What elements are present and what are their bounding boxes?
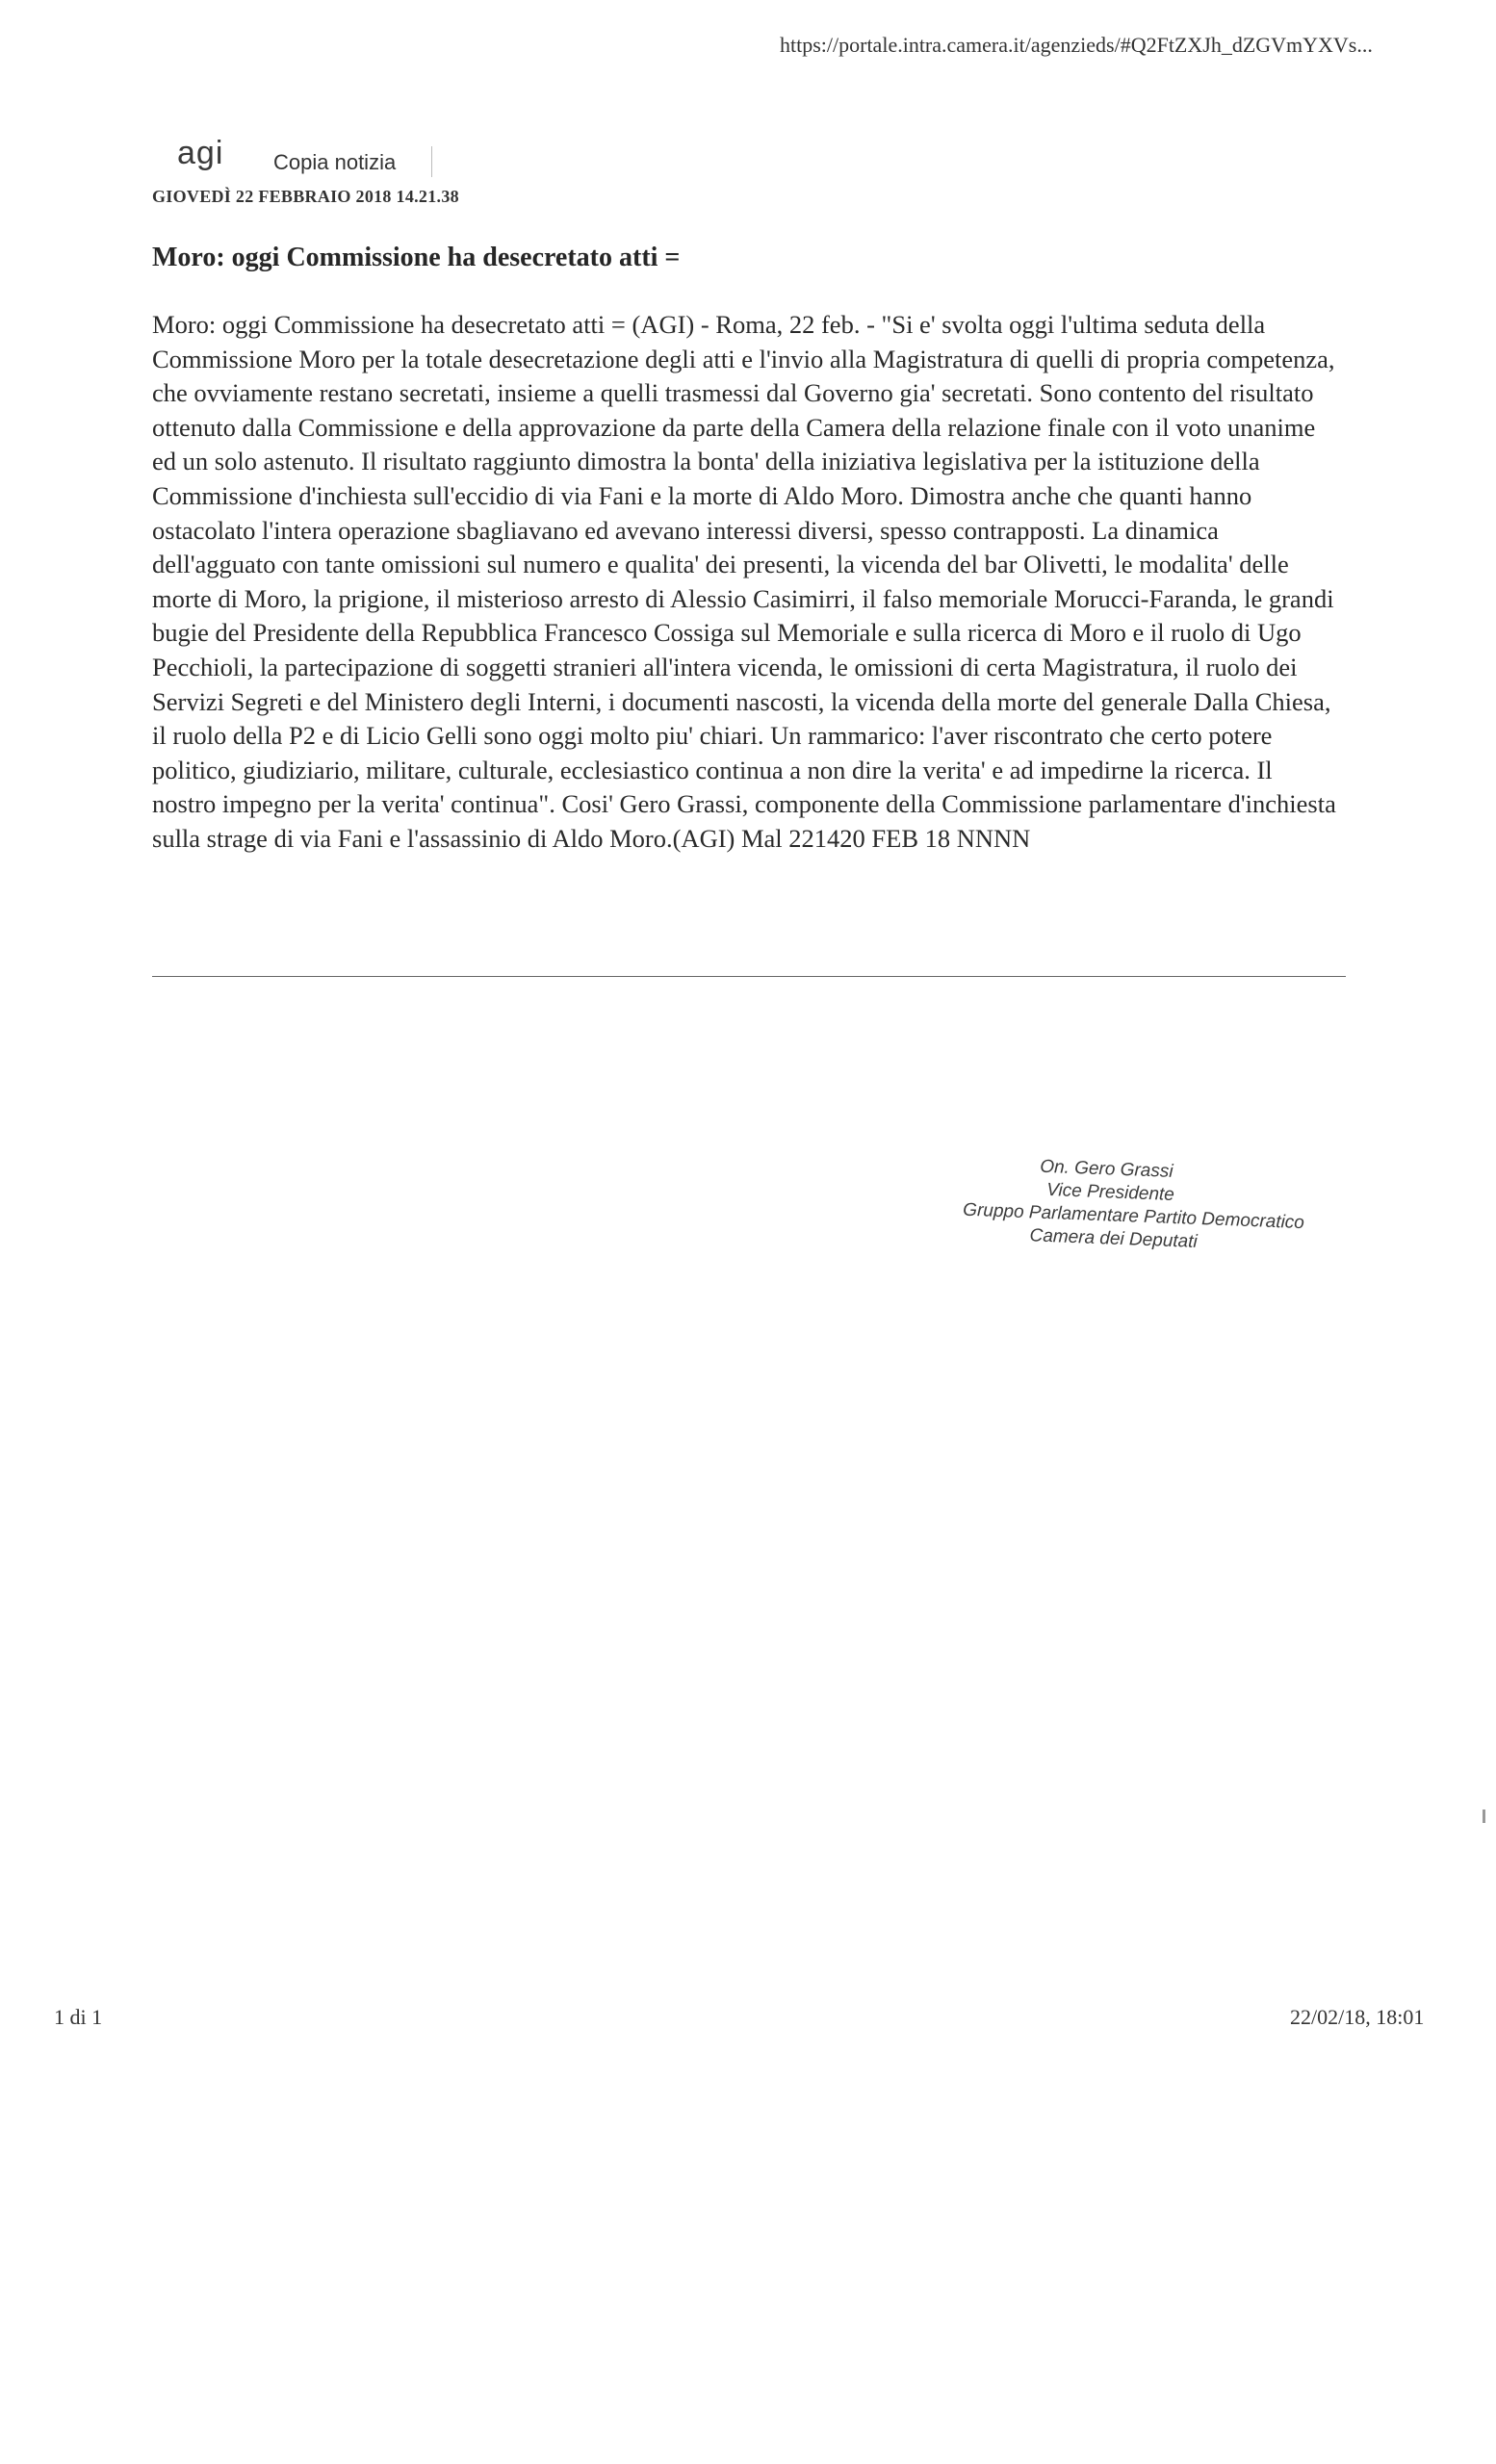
news-body: Moro: oggi Commissione ha desecretato atti = (AGI) - Roma, 22 feb. - "Si e' svolta oggi l'ultima seduta della Commissione Moro per la totale desecretazione degli atti e l'invio alla Magistratura di quelli di propria competenza, che ovviamente restano secretati, insieme a quelli trasmessi dal Governo gia' secretati. Sono contento del risultato ottenuto dalla Commissione e della approvazione da parte della Camera della relazione finale con il voto unanime ed un solo astenuto. Il risultato raggiunto dimostra la bonta' della iniziativa legislativa per la istituzione della Commissione d'inchiesta sull'eccidio di via Fani e la morte di Aldo Moro. Dimostra anche che quanti hanno ostacolato l'intera operazione sbagliavano ed avevano interessi diversi, spesso contrapposti. La dinamica dell'agguato con tante omissioni sul numero e qualita' dei presenti, la vicenda del bar Olivetti, le modalita' delle morte di Moro, la prigione, il misterioso arresto di Alessio Casimirri, il falso memoriale Morucci-Faranda, le grandi bugie del Presidente della Repubblica Francesco Cossiga sul Memoriale e sulla ricerca di Moro e il ruolo di Ugo Pecchioli, la partecipazione di soggetti stranieri all'intera vicenda, le omissioni di certa Magistratura, il ruolo dei Servizi Segreti e del Ministero degli Interni, i documenti nascosti, la vicenda della morte del generale Dalla Chiesa, il ruolo della P2 e di Licio Gelli sono oggi molto piu' chiari. Un rammarico: l'aver riscontrato che certo potere politico, giudiziario, militare, culturale, ecclesiastico continua a non dire la verita' e ad impedirne la ricerca. Il nostro impegno per la verita' continua". Cosi' Gero Grassi, componente della Commissione parlamentare d'inchiesta sulla strage di via Fani e l'assassinio di Aldo Moro.(AGI) Mal 221420 FEB 18 NNNN bbox=[152, 310, 1336, 853]
separator-rule bbox=[152, 976, 1346, 977]
stamp-role: Vice Presidente bbox=[1045, 1179, 1175, 1205]
news-title: Moro: oggi Commissione ha desecretato atti = bbox=[152, 243, 681, 272]
news-date: GIOVEDÌ 22 FEBBRAIO 2018 14.21.38 bbox=[152, 187, 459, 206]
news-header bbox=[152, 135, 922, 212]
page-url: https://portale.intra.camera.it/agenzieds/#Q2FtZXJh_dZGVmYXVs... bbox=[780, 33, 1373, 57]
print-datetime: 22/02/18, 18:01 bbox=[1290, 2005, 1425, 2029]
signature-stamp bbox=[919, 1151, 1347, 1283]
stamp-chamber: Camera dei Deputati bbox=[1029, 1225, 1199, 1252]
scan-mark bbox=[1483, 1810, 1485, 1823]
stamp-group: Gruppo Parlamentare Partito Democratico bbox=[962, 1199, 1305, 1234]
divider bbox=[431, 146, 432, 177]
agi-logo: agi bbox=[177, 135, 224, 171]
copy-news-link[interactable]: Copia notizia bbox=[273, 150, 397, 174]
page-counter: 1 di 1 bbox=[54, 2005, 103, 2029]
stamp-name: On. Gero Grassi bbox=[1039, 1156, 1174, 1182]
